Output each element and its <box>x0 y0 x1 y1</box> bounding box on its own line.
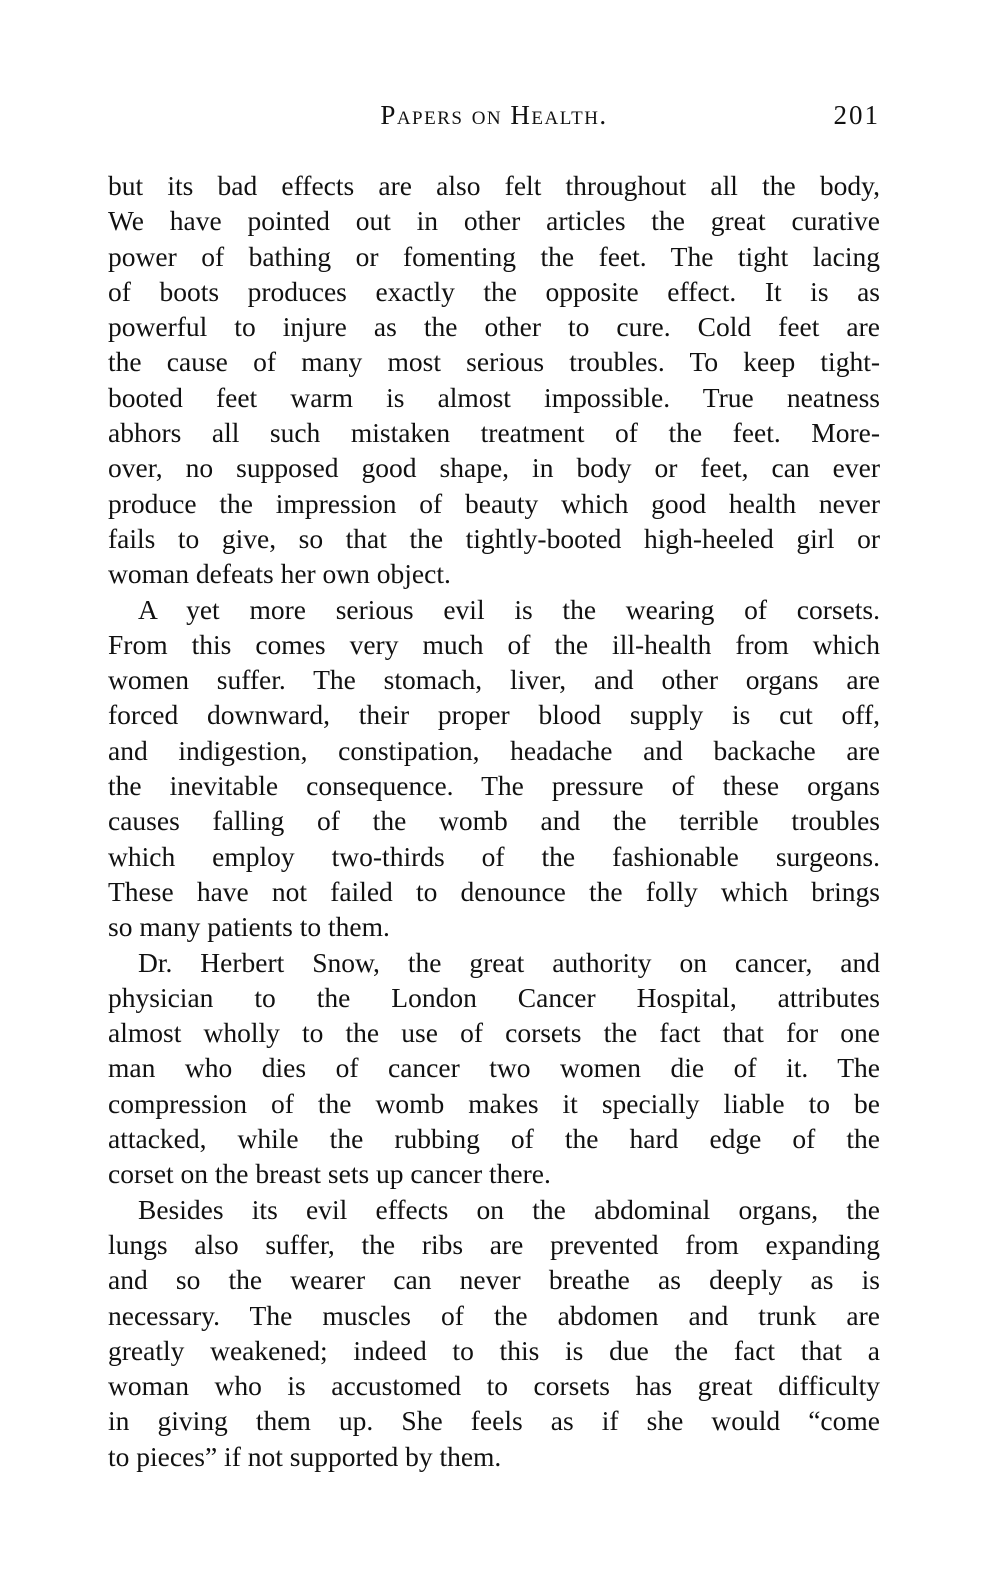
text-line: but its bad effects are also felt throughout all the body, <box>108 170 880 201</box>
text-line: so many patients to them. <box>108 911 390 943</box>
text-line: abhors all such mistaken treatment of the feet. More- <box>108 417 880 449</box>
text-line: which employ two-thirds of the fashionable surgeons. <box>108 840 880 872</box>
text-line: to pieces” if not supported by them. <box>108 1440 502 1472</box>
text-line: and so the wearer can never breathe as deeply as is <box>108 1264 880 1296</box>
text-line: over, no supposed good shape, in body or feet, can ever <box>108 452 880 484</box>
text-line: attacked, while the rubbing of the hard edge of the <box>108 1123 880 1155</box>
text-line: man who dies of cancer two women die of it. The <box>108 1052 880 1084</box>
text-line: in giving them up. She feels as if she would “come <box>108 1405 880 1437</box>
text-line: physician to the London Cancer Hospital, attributes <box>108 981 880 1013</box>
paragraph <box>108 1192 880 1474</box>
paragraph <box>108 168 880 592</box>
text-line: produce the impression of beauty which good health never <box>108 487 880 519</box>
text-line: the cause of many most serious troubles. To keep tight- <box>108 346 880 378</box>
text-line: and indigestion, constipation, headache and backache are <box>108 734 880 766</box>
text-line: We have pointed out in other articles the great curative <box>108 205 880 237</box>
text-line: woman who is accustomed to corsets has great difficulty <box>108 1370 880 1402</box>
body-text <box>108 168 880 1474</box>
text-line: booted feet warm is almost impossible. True neatness <box>108 381 880 413</box>
paragraph <box>108 592 880 945</box>
running-title: Papers on Health. <box>380 100 608 130</box>
text-line: Besides its evil effects on the abdominal organs, the <box>138 1193 880 1225</box>
text-line: corset on the breast sets up cancer there. <box>108 1158 551 1190</box>
text-line: powerful to injure as the other to cure. Cold feet are <box>108 311 880 343</box>
text-line: causes falling of the womb and the terrible troubles <box>108 805 880 837</box>
text-line: From this comes very much of the ill-health from which <box>108 628 880 660</box>
text-line: greatly weakened; indeed to this is due the fact that a <box>108 1334 880 1366</box>
text-line: woman defeats her own object. <box>108 558 451 590</box>
text-line: compression of the womb makes it specially liable to be <box>108 1087 880 1119</box>
paragraph <box>108 945 880 1192</box>
text-line: forced downward, their proper blood supply is cut off, <box>108 699 880 731</box>
text-line: Dr. Herbert Snow, the great authority on cancer, and <box>138 946 880 978</box>
text-line: These have not failed to denounce the folly which brings <box>108 875 880 907</box>
text-line: A yet more serious evil is the wearing of corsets. <box>138 593 880 625</box>
text-line: almost wholly to the use of corsets the fact that for one <box>108 1017 880 1049</box>
text-line: women suffer. The stomach, liver, and other organs are <box>108 664 880 696</box>
page-header <box>108 100 880 140</box>
page-number: 201 <box>833 100 880 130</box>
text-line: lungs also suffer, the ribs are prevented from expanding <box>108 1228 880 1260</box>
text-line: the inevitable consequence. The pressure of these organs <box>108 770 880 802</box>
text-line: necessary. The muscles of the abdomen and trunk are <box>108 1299 880 1331</box>
text-line: power of bathing or fomenting the feet. The tight lacing <box>108 240 880 272</box>
text-line: fails to give, so that the tightly-booted high-heeled girl or <box>108 522 880 554</box>
text-line: of boots produces exactly the opposite effect. It is as <box>108 275 880 307</box>
